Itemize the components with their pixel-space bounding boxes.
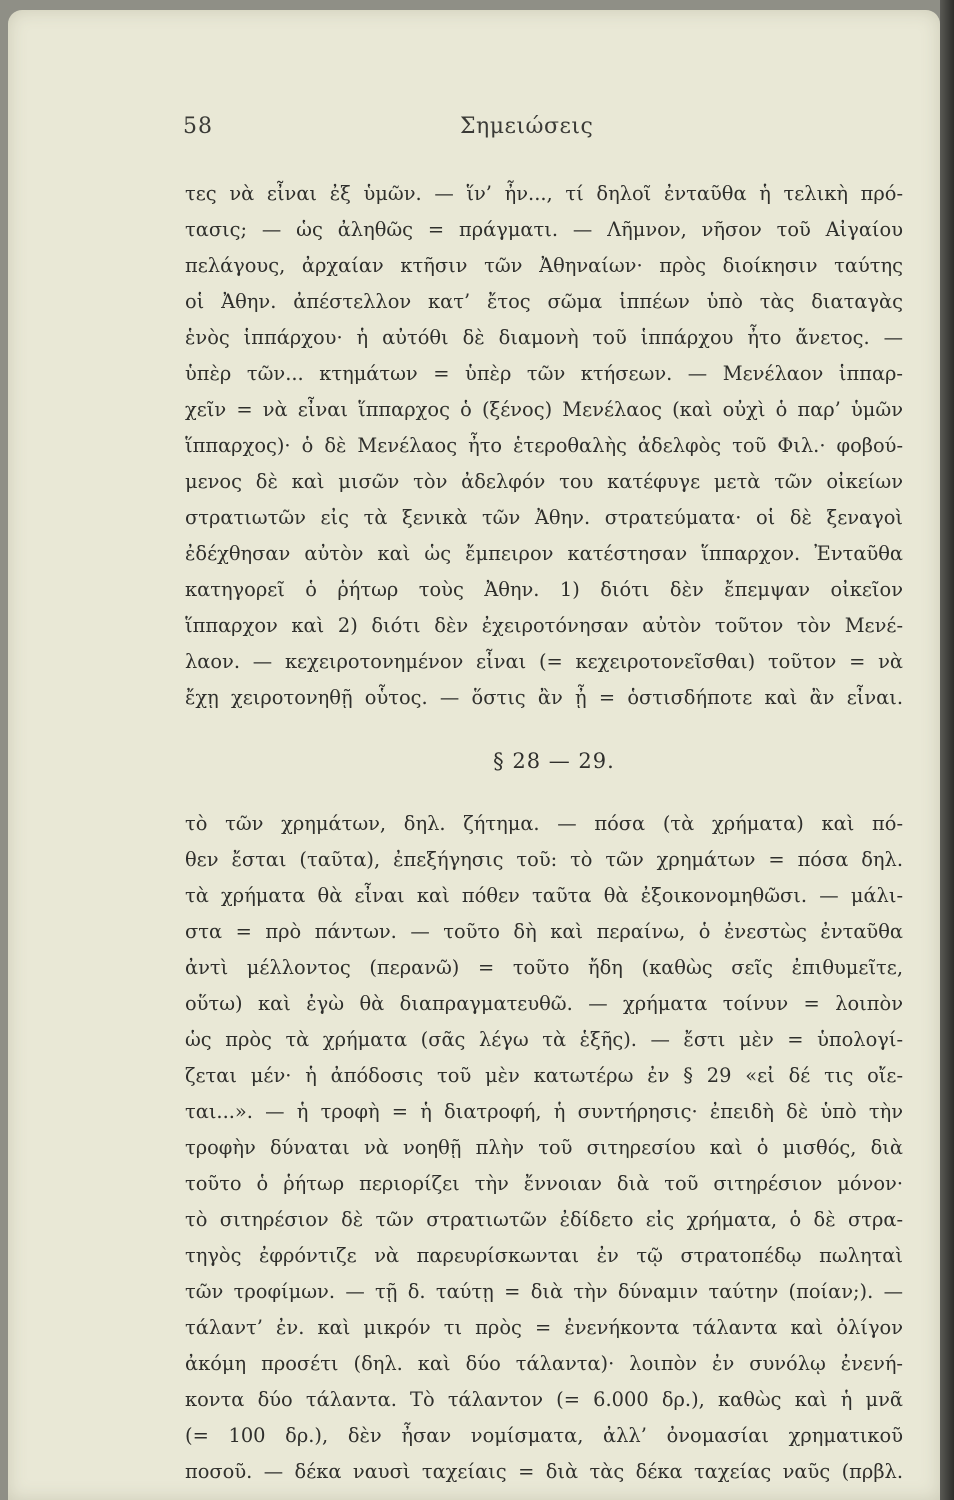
- text-line: τὸ σιτηρέσιον δὲ τῶν στρατιωτῶν ἐδίδετο εἰς χρήματα, ὁ δὲ στρα-: [185, 1208, 903, 1231]
- page-number: 58: [183, 114, 213, 139]
- paragraph-2: [185, 806, 903, 1490]
- text-line: ἀκόμη προσέτι (δηλ. καὶ δύο τάλαντα)· λοιπὸν ἐν συνόλῳ ἐνενή-: [185, 1352, 903, 1375]
- body-text: [185, 176, 903, 1490]
- page-header: [8, 114, 940, 150]
- text-line: τῶν τροφίμων. — τῇ δ. ταύτῃ = διὰ τὴν δύναμιν ταύτην (ποίαν;). —: [185, 1280, 903, 1303]
- section-heading: § 28 — 29.: [493, 749, 615, 773]
- text-line: ται...». — ἡ τροφὴ = ἡ διατροφή, ἡ συντήρησις· ἐπειδὴ δὲ ὑπὸ τὴν: [185, 1100, 903, 1123]
- text-line: πελάγους, ἀρχαίαν κτῆσιν τῶν Ἀθηναίων· πρὸς διοίκησιν ταύτης: [185, 254, 903, 277]
- text-line: οὕτω) καὶ ἐγὼ θὰ διαπραγματευθῶ. — χρήματα τοίνυν = λοιπὸν: [185, 992, 903, 1015]
- text-line: ἵππαρχος)· ὁ δὲ Μενέλαος ἦτο ἑτεροθαλὴς ἀδελφὸς τοῦ Φιλ.· φοβού-: [185, 434, 903, 457]
- text-line: (= 100 δρ.), δὲν ἦσαν νομίσματα, ἀλλ’ ὀνομασίαι χρηματικοῦ: [185, 1424, 903, 1447]
- text-line: χεῖν = νὰ εἶναι ἵππαρχος ὁ (ξένος) Μενέλαος (καὶ οὐχὶ ὁ παρ’ ὑμῶν: [185, 398, 903, 421]
- text-line: τάλαντ’ ἐν. καὶ μικρόν τι πρὸς = ἐνενήκοντα τάλαντα καὶ ὀλίγον: [185, 1316, 903, 1339]
- text-line: τες νὰ εἶναι ἐξ ὑμῶν. — ἵν’ ἦν..., τί δηλοῖ ἐνταῦθα ἡ τελικὴ πρό-: [185, 182, 903, 205]
- text-line: κατηγορεῖ ὁ ῥήτωρ τοὺς Ἀθην. 1) διότι δὲν ἔπεμψαν οἰκεῖον: [185, 578, 903, 601]
- text-line: ποσοῦ. — δέκα ναυσὶ ταχείαις = διὰ τὰς δέκα ταχείας ναῦς (πρβλ.: [185, 1460, 903, 1483]
- text-line: τοῦτο ὁ ῥήτωρ περιορίζει τὴν ἔννοιαν διὰ τοῦ σιτηρέσιον μόνον·: [185, 1172, 903, 1195]
- text-line: ζεται μέν· ἡ ἀπόδοσις τοῦ μὲν κατωτέρω ἐν § 29 «εἰ δέ τις οἴε-: [185, 1064, 903, 1087]
- text-line: ἀντὶ μέλλοντος (περανῶ) = τοῦτο ἤδη (καθὼς σεῖς ἐπιθυμεῖτε,: [185, 956, 903, 979]
- text-line: ὑπὲρ τῶν... κτημάτων = ὑπὲρ τῶν κτήσεων. — Μενέλαον ἱππαρ-: [185, 362, 903, 385]
- text-line: κοντα δύο τάλαντα. Τὸ τάλαντον (= 6.000 δρ.), καθὼς καὶ ἡ μνᾶ: [185, 1388, 903, 1411]
- text-line: ἑνὸς ἱππάρχου· ἡ αὐτόθι δὲ διαμονὴ τοῦ ἱππάρχου ἦτο ἄνετος. —: [185, 326, 903, 349]
- text-line: οἱ Ἀθην. ἀπέστελλον κατ’ ἔτος σῶμα ἱππέων ὑπὸ τὰς διαταγὰς: [185, 290, 903, 313]
- text-line: στα = πρὸ πάντων. — τοῦτο δὴ καὶ περαίνω, ὁ ἐνεστὼς ἐνταῦθα: [185, 920, 903, 943]
- text-line: τροφὴν δύναται νὰ νοηθῇ πλὴν τοῦ σιτηρεσίου καὶ ὁ μισθός, διὰ: [185, 1136, 903, 1159]
- paragraph-1: [185, 176, 903, 716]
- scan-edge: [940, 0, 954, 1500]
- text-line: τασις; — ὡς ἀληθῶς = πράγματι. — Λῆμνον, νῆσον τοῦ Αἰγαίου: [185, 218, 903, 241]
- text-line: μενος δὲ καὶ μισῶν τὸν ἀδελφόν του κατέφυγε μετὰ τῶν οἰκείων: [185, 470, 903, 493]
- text-line: τὸ τῶν χρημάτων, δηλ. ζήτημα. — πόσα (τὰ χρήματα) καὶ πό-: [185, 812, 903, 835]
- text-line: ἵππαρχον καὶ 2) διότι δὲν ἐχειροτόνησαν αὐτὸν τοῦτον τὸν Μενέ-: [185, 614, 903, 637]
- text-line: ὡς πρὸς τὰ χρήματα (σᾶς λέγω τὰ ἑξῆς). — ἔστι μὲν = ὑπολογί-: [185, 1028, 903, 1051]
- text-line: ἔχῃ χειροτονηθῇ οὗτος. — ὅστις ἂν ᾖ = ὁστισδήποτε καὶ ἂν εἶναι.: [185, 686, 903, 709]
- text-line: τηγὸς ἐφρόντιζε νὰ παρευρίσκωνται ἐν τῷ στρατοπέδῳ πωληταὶ: [185, 1244, 903, 1267]
- text-line: ἐδέχθησαν αὐτὸν καὶ ὡς ἔμπειρον κατέστησαν ἵππαρχον. Ἐνταῦθα: [185, 542, 903, 565]
- text-line: λαον. — κεχειροτονημένον εἶναι (= κεχειροτονεῖσθαι) τοῦτον = νὰ: [185, 650, 903, 673]
- text-line: θεν ἔσται (ταῦτα), ἐπεξήγησις τοῦ: τὸ τῶν χρημάτων = πόσα δηλ.: [185, 848, 903, 871]
- text-line: στρατιωτῶν εἰς τὰ ξενικὰ τῶν Ἀθην. στρατεύματα· οἱ δὲ ξεναγοὶ: [185, 506, 903, 529]
- text-line: τὰ χρήματα θὰ εἶναι καὶ πόθεν ταῦτα θὰ ἐξοικονομηθῶσι. — μάλι-: [185, 884, 903, 907]
- book-page: [8, 10, 940, 1500]
- running-title: Σημειώσεις: [460, 114, 594, 139]
